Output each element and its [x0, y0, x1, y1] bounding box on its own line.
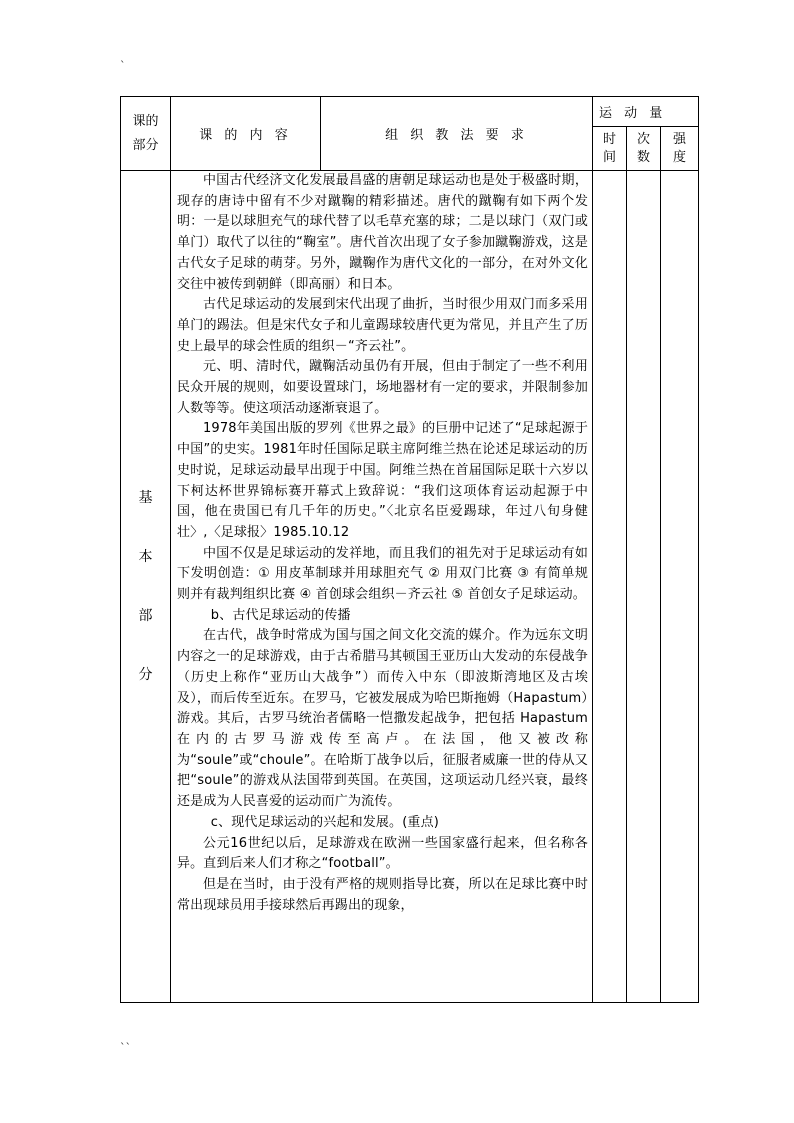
- header-time: 时 间: [593, 127, 627, 171]
- paragraph-origin-evidence: 1978年美国出版的罗列《世界之最》的巨册中记述了“足球起源于中国”的史实。1981年时任国际足联主席阿维兰热在论述足球运动的历史时说，足球运动最早出现于中国。阿维兰热在首届国际足联十六岁以下柯达杯世界锦标赛开幕式上致辞说：“我们这项体育运动起源于中国，他在贵国已有几千年的历史。”〈北京名臣爱踢球，年过八旬身健壮〉,〈足球报〉1985.10.12: [177, 421, 588, 540]
- body-part-label: 基 本 部 分: [121, 171, 171, 1003]
- cell-intensity-empty: [661, 171, 699, 1003]
- paragraph-song-dynasty: 古代足球运动的发展到宋代出现了曲折，当时很少用双门而多采用单门的踢法。但是宋代女子和儿童踢球较唐代更为常见，并且产生了历史上最早的球会性质的组织－“齐云社”。: [177, 297, 588, 354]
- header-teaching-method: 组 织 教 法 要 求: [321, 97, 593, 171]
- paragraph-early-rules: 但是在当时，由于没有严格的规则指导比赛，所以在足球比赛中时常出现球员用手接球然后再踢出的现象，: [177, 876, 588, 913]
- header-exercise-load: 运 动 量: [593, 97, 699, 127]
- header-lesson-part: 课的 部分: [121, 97, 171, 171]
- stray-mark-top: `: [120, 59, 126, 72]
- lesson-content-text: [171, 171, 593, 1003]
- cell-count-empty: [627, 171, 661, 1003]
- paragraph-tang-dynasty: 中国古代经济文化发展最昌盛的唐朝足球运动也是处于极盛时期，现存的唐诗中留有不少对蹴鞠的精彩描述。唐代的蹴鞠有如下两个发明：一是以球胆充气的球代替了以毛草充塞的球；二是以球门（双门或单门）取代了以往的“鞠室”。唐代首次出现了女子参加蹴鞠游戏，这是古代女子足球的萌芽。另外，蹴鞠作为唐代文化的一部分，在对外文化交往中被传到朝鲜（即高丽）和日本。: [177, 173, 588, 292]
- header-count: 次 数: [627, 127, 661, 171]
- paragraph-yuan-ming-qing: 元、明、清时代，蹴鞠活动虽仍有开展，但由于制定了一些不利用民众开展的规则，如要设置球门，场地器材有一定的要求，并限制参加人数等等。使这项活动逐渐衰退了。: [177, 359, 588, 416]
- header-intensity: 强 度: [661, 127, 699, 171]
- section-heading-spread: b、古代足球运动的传播: [210, 607, 351, 623]
- paragraph-inventions: 中国不仅是足球运动的发祥地，而且我们的祖先对于足球运动有如下发明创造：① 用皮革制球并用球胆充气 ② 用双门比赛 ③ 有简单规则并有裁判组织比赛 ④ 首创球会组织－齐云社 ⑤ 首创女子足球运动。: [177, 545, 588, 603]
- cell-time-empty: [593, 171, 627, 1003]
- paragraph-16th-century: 公元16世纪以后，足球游戏在欧洲一些国家盛行起来，但名称各异。直到后来人们才称之“football”。: [177, 835, 588, 872]
- lesson-plan-table: [120, 96, 699, 1003]
- section-heading-modern: c、现代足球运动的兴起和发展。(重点): [210, 814, 439, 830]
- paragraph-spread: 在古代，战争时常成为国与国之间文化交流的媒介。作为远东文明内容之一的足球游戏，由于古希腊马其顿国王亚历山大发动的东侵战争（历史上称作“亚历山大战争”）而传入中东（即波斯湾地区及古埃及），而后传至近东。在罗马，它被发展成为哈巴斯拖姆（Hapastum）游戏。其后，古罗马统治者儒略一恺撒发起战争，把包括 Hapastum 在内的古罗马游戏传至高卢。在法国，他又被改称为“soule”或“choule”。在哈斯丁战争以后，征服者威廉一世的侍从又把“soule”的游戏从法国带到英国。在英国，这项运动几经兴衰，最终还是成为人民喜爱的运动而广为流传。: [177, 628, 588, 810]
- stray-mark-bottom: ``: [120, 1041, 131, 1054]
- header-lesson-content: 课 的 内 容: [171, 97, 321, 171]
